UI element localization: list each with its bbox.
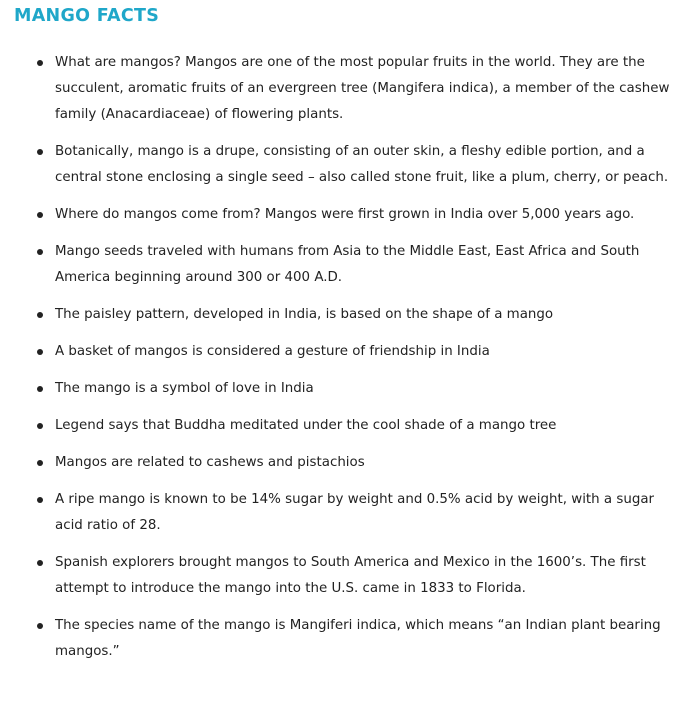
bullet-icon <box>37 460 43 466</box>
bullet-icon <box>37 497 43 503</box>
fact-text: Spanish explorers brought mangos to South America and Mexico in the 1600’s. The first attempt to introduce the mango into the U.S. came in 1833 to Florida. <box>55 555 646 596</box>
fact-text: The paisley pattern, developed in India, is based on the shape of a mango <box>55 307 554 322</box>
list-item <box>0 550 700 602</box>
list-item <box>0 339 700 365</box>
bullet-icon <box>37 60 43 66</box>
list-item <box>0 487 700 539</box>
list-item <box>0 376 700 402</box>
fact-text: Botanically, mango is a drupe, consisting of an outer skin, a fleshy edible portion, and a central stone enclosing a single seed – also called stone fruit, like a plum, cherry, or peach. <box>55 144 669 185</box>
list-item <box>0 413 700 439</box>
list-item <box>0 302 700 328</box>
list-item <box>0 202 700 228</box>
bullet-icon <box>37 386 43 392</box>
bullet-icon <box>37 560 43 566</box>
facts-list <box>0 50 700 676</box>
bullet-icon <box>37 349 43 355</box>
bullet-icon <box>37 149 43 155</box>
fact-text: A ripe mango is known to be 14% sugar by weight and 0.5% acid by weight, with a sugar acid ratio of 28. <box>55 492 655 533</box>
fact-text: Mangos are related to cashews and pistachios <box>55 455 365 470</box>
bullet-icon <box>37 423 43 429</box>
bullet-icon <box>37 312 43 318</box>
list-item <box>0 613 700 665</box>
page-title: MANGO FACTS <box>14 6 160 26</box>
list-item <box>0 450 700 476</box>
list-item <box>0 139 700 191</box>
bullet-icon <box>37 623 43 629</box>
list-item <box>0 239 700 291</box>
bullet-icon <box>37 212 43 218</box>
fact-text: Where do mangos come from? Mangos were first grown in India over 5,000 years ago. <box>55 207 635 222</box>
fact-text: Mango seeds traveled with humans from Asia to the Middle East, East Africa and South America beginning around 300 or 400 A.D. <box>55 244 640 285</box>
fact-text: A basket of mangos is considered a gesture of friendship in India <box>55 344 490 359</box>
bullet-icon <box>37 249 43 255</box>
fact-text: The mango is a symbol of love in India <box>55 381 314 396</box>
list-item <box>0 50 700 128</box>
fact-text: The species name of the mango is Mangiferi indica, which means “an Indian plant bearing mangos.” <box>55 618 661 659</box>
fact-text: Legend says that Buddha meditated under the cool shade of a mango tree <box>55 418 557 433</box>
fact-text: What are mangos? Mangos are one of the most popular fruits in the world. They are the succulent, aromatic fruits of an evergreen tree (Mangifera indica), a member of the cashew family (Anacardiaceae) of flowering plants. <box>55 55 670 122</box>
